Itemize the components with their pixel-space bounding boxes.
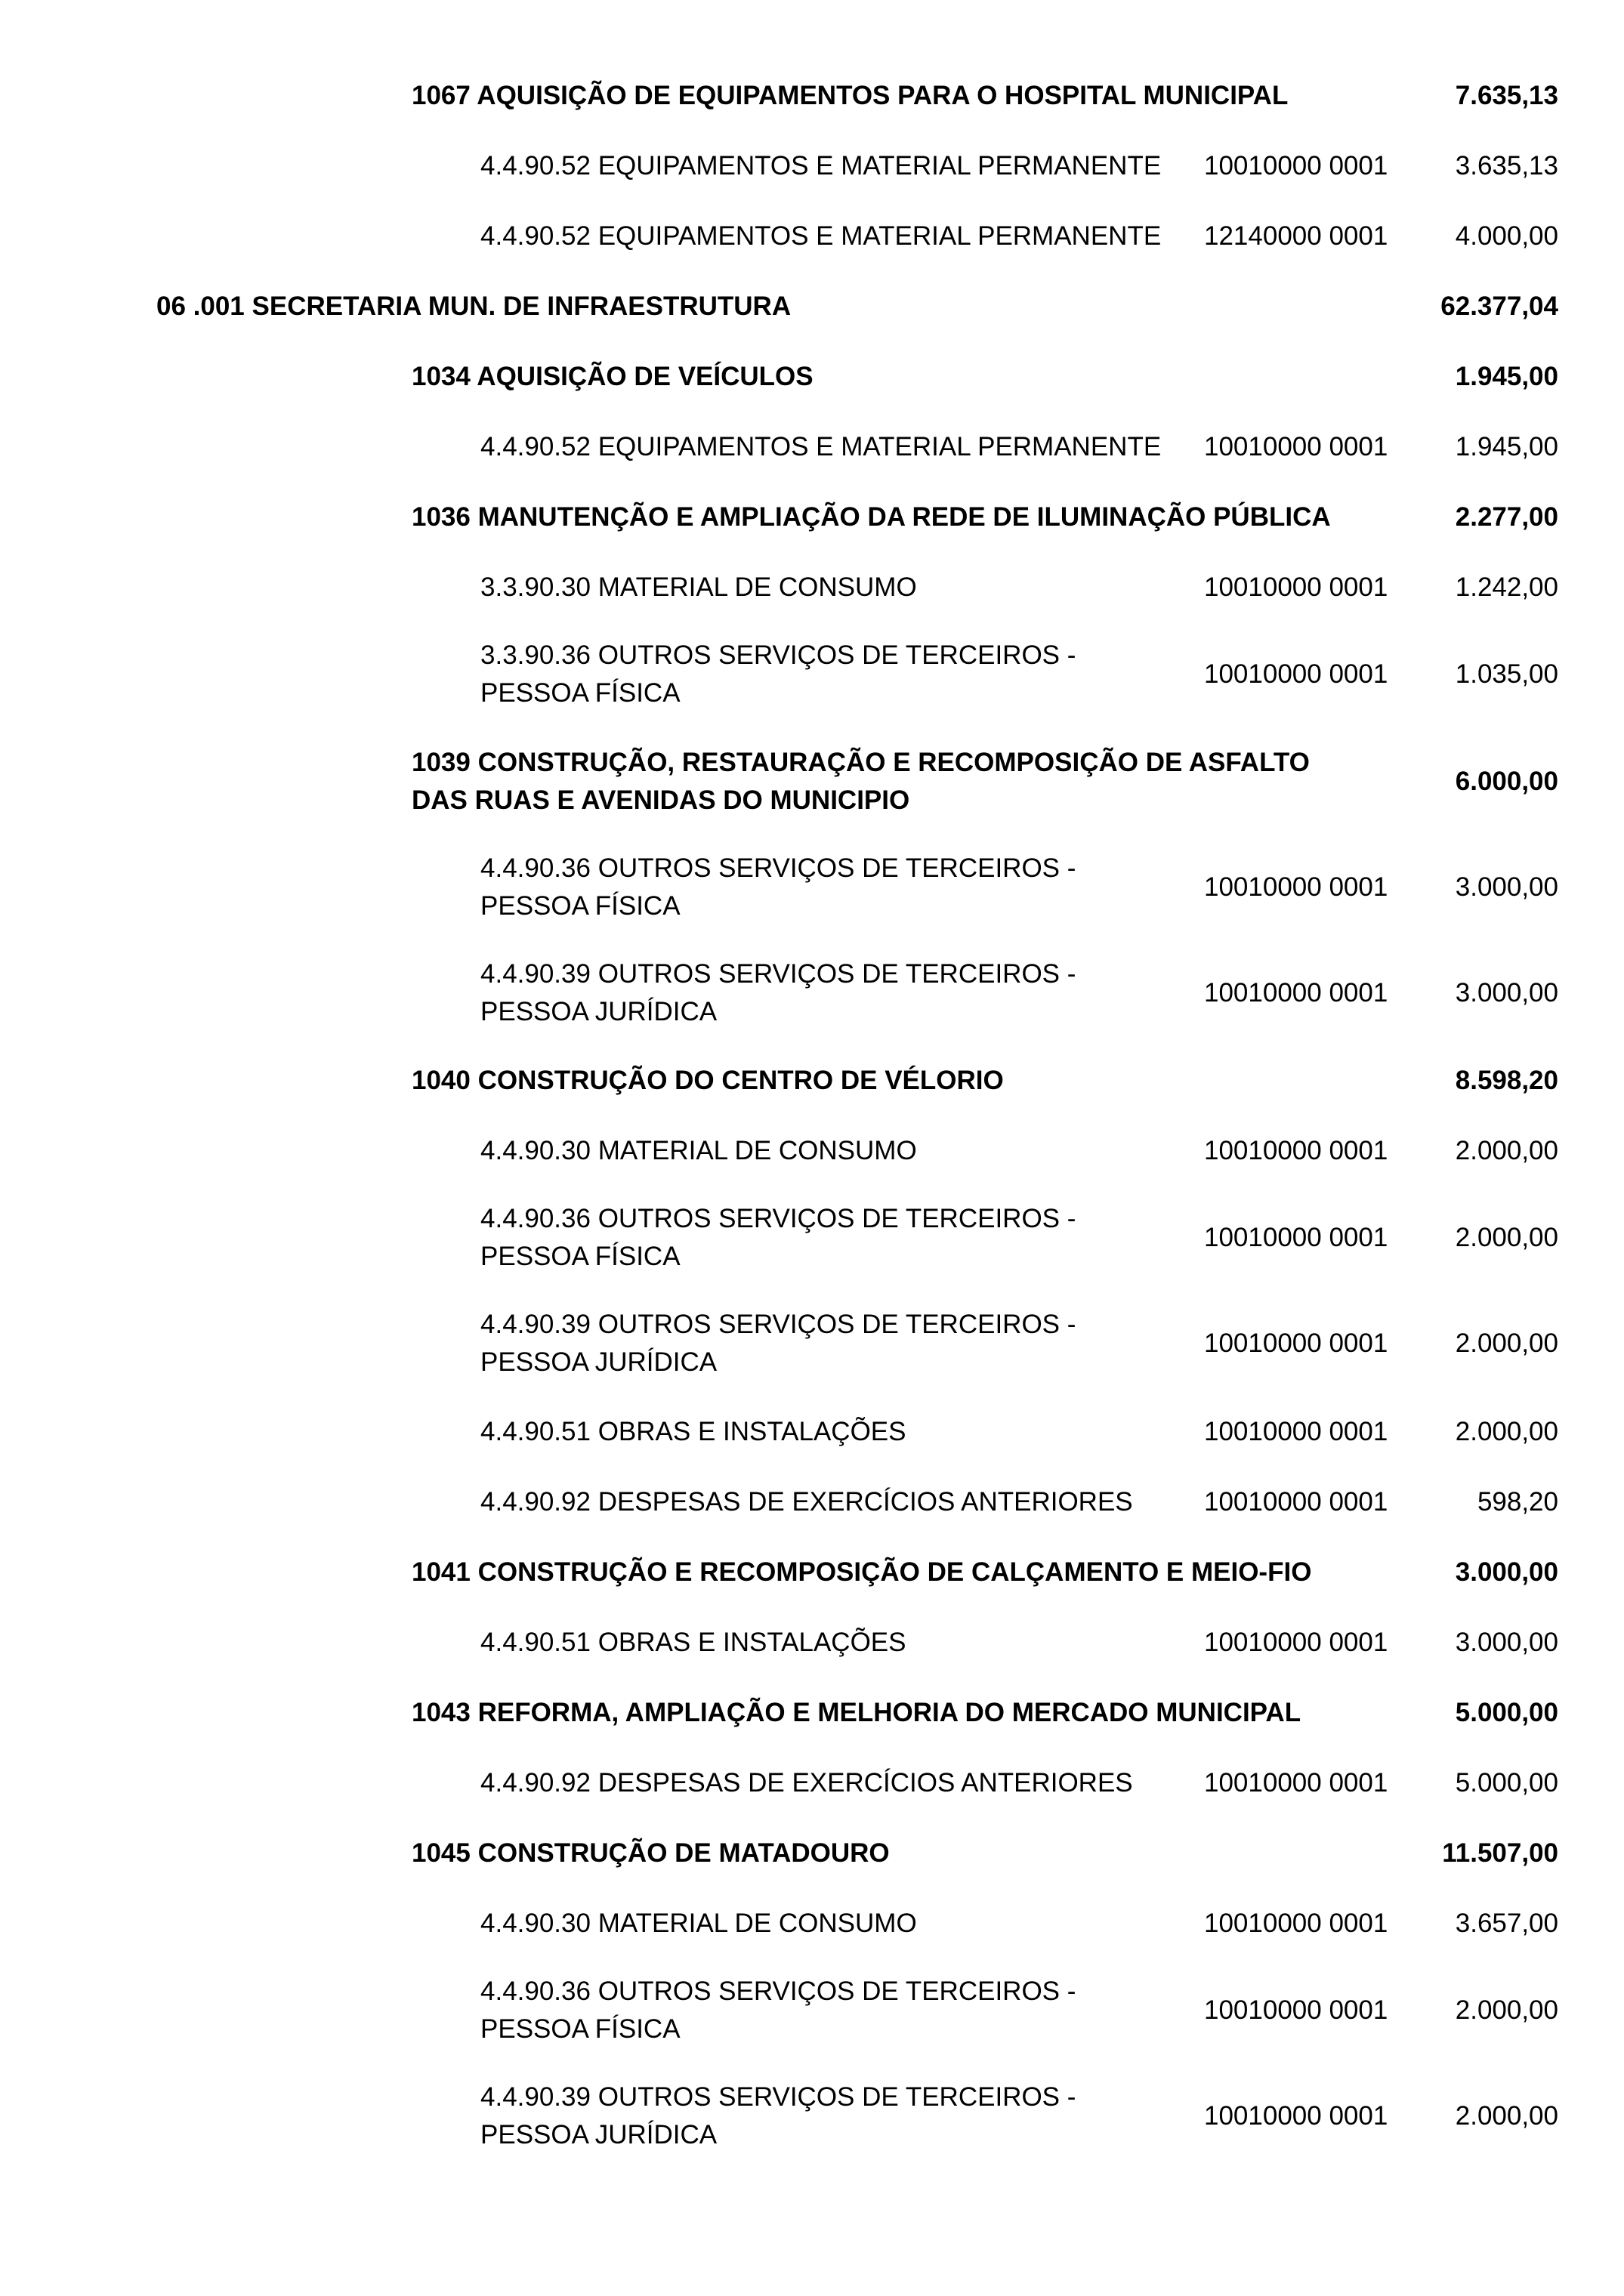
resource-source: 10010000 0001 [1204, 1628, 1388, 1657]
action-title: 1041 CONSTRUÇÃO E RECOMPOSIÇÃO DE CALÇAMENTO E MEIO-FIO [412, 1557, 1312, 1587]
resource-source: 10010000 0001 [1204, 572, 1388, 602]
resource-source: 10010000 0001 [1204, 2101, 1388, 2131]
action-amount: 3.000,00 [1455, 1557, 1558, 1587]
department-amount: 62.377,04 [1440, 292, 1558, 321]
action-title: 1036 MANUTENÇÃO E AMPLIAÇÃO DA REDE DE ILUMINAÇÃO PÚBLICA [412, 502, 1331, 532]
resource-source: 10010000 0001 [1204, 978, 1388, 1008]
expense-item-line-2: PESSOA FÍSICA [480, 891, 681, 921]
expense-amount: 2.000,00 [1455, 1417, 1558, 1446]
expense-item-line-2: PESSOA JURÍDICA [480, 997, 718, 1026]
resource-source: 10010000 0001 [1204, 1995, 1388, 2025]
expense-amount: 2.000,00 [1455, 1329, 1558, 1358]
expense-amount: 3.657,00 [1455, 1909, 1558, 1938]
resource-source: 10010000 0001 [1204, 432, 1388, 461]
resource-source: 10010000 0001 [1204, 872, 1388, 902]
expense-item-title: 4.4.90.30 MATERIAL DE CONSUMO [480, 1909, 917, 1938]
expense-item-title: 4.4.90.52 EQUIPAMENTOS E MATERIAL PERMANENTE [480, 432, 1162, 461]
expense-item-title [480, 1306, 1206, 1381]
expense-item-title [480, 637, 1206, 712]
expense-amount: 2.000,00 [1455, 2101, 1558, 2131]
expense-amount: 2.000,00 [1455, 1136, 1558, 1165]
expense-item-title: 4.4.90.51 OBRAS E INSTALAÇÕES [480, 1628, 906, 1657]
action-amount: 11.507,00 [1442, 1838, 1558, 1868]
action-title: 1045 CONSTRUÇÃO DE MATADOURO [412, 1838, 890, 1868]
department-title: 06 .001 SECRETARIA MUN. DE INFRAESTRUTURA [156, 292, 792, 321]
resource-source: 10010000 0001 [1204, 151, 1388, 181]
expense-item-line-2: PESSOA FÍSICA [480, 678, 681, 708]
resource-source: 10010000 0001 [1204, 1417, 1388, 1446]
expense-item-title [480, 955, 1206, 1031]
expense-item-title [480, 850, 1206, 925]
resource-source: 10010000 0001 [1204, 1487, 1388, 1517]
expense-item-title: 4.4.90.30 MATERIAL DE CONSUMO [480, 1136, 917, 1165]
expense-amount: 2.000,00 [1455, 1995, 1558, 2025]
action-title [412, 744, 1424, 819]
expense-item-line-1: 4.4.90.39 OUTROS SERVIÇOS DE TERCEIROS - [480, 2082, 1076, 2112]
expense-amount: 3.000,00 [1455, 1628, 1558, 1657]
expense-amount: 1.945,00 [1455, 432, 1558, 461]
expense-amount: 3.000,00 [1455, 978, 1558, 1008]
expense-amount: 1.035,00 [1455, 659, 1558, 689]
action-amount: 2.277,00 [1455, 502, 1558, 532]
expense-item-line-2: PESSOA FÍSICA [480, 2014, 681, 2044]
expense-item-title: 4.4.90.52 EQUIPAMENTOS E MATERIAL PERMANENTE [480, 151, 1162, 181]
expense-item-title: 4.4.90.92 DESPESAS DE EXERCÍCIOS ANTERIORES [480, 1487, 1133, 1517]
expense-item-line-1: 4.4.90.36 OUTROS SERVIÇOS DE TERCEIROS - [480, 1204, 1076, 1233]
expense-item-line-2: PESSOA JURÍDICA [480, 1347, 718, 1377]
action-title: 1043 REFORMA, AMPLIAÇÃO E MELHORIA DO MERCADO MUNICIPAL [412, 1698, 1301, 1727]
action-amount: 6.000,00 [1455, 767, 1558, 796]
action-title: 1034 AQUISIÇÃO DE VEÍCULOS [412, 362, 814, 391]
expense-item-line-1: 3.3.90.36 OUTROS SERVIÇOS DE TERCEIROS - [480, 640, 1076, 670]
expense-item-title: 3.3.90.30 MATERIAL DE CONSUMO [480, 572, 917, 602]
expense-item-line-1: 4.4.90.39 OUTROS SERVIÇOS DE TERCEIROS - [480, 959, 1076, 989]
action-amount: 5.000,00 [1455, 1698, 1558, 1727]
expense-amount: 1.242,00 [1455, 572, 1558, 602]
expense-item-line-2: PESSOA JURÍDICA [480, 2120, 718, 2149]
expense-item-line-2: PESSOA FÍSICA [480, 1242, 681, 1271]
resource-source: 10010000 0001 [1204, 1909, 1388, 1938]
expense-item-title [480, 2078, 1206, 2154]
action-amount: 1.945,00 [1455, 362, 1558, 391]
action-amount: 7.635,13 [1455, 81, 1558, 110]
action-title: 1040 CONSTRUÇÃO DO CENTRO DE VÉLORIO [412, 1066, 1004, 1095]
expense-amount: 3.000,00 [1455, 872, 1558, 902]
resource-source: 10010000 0001 [1204, 1768, 1388, 1798]
expense-amount: 4.000,00 [1455, 221, 1558, 251]
expense-item-title: 4.4.90.51 OBRAS E INSTALAÇÕES [480, 1417, 906, 1446]
resource-source: 12140000 0001 [1204, 221, 1388, 251]
action-amount: 8.598,20 [1455, 1066, 1558, 1095]
expense-item-title: 4.4.90.52 EQUIPAMENTOS E MATERIAL PERMANENTE [480, 221, 1162, 251]
resource-source: 10010000 0001 [1204, 1223, 1388, 1252]
expense-item-title [480, 1200, 1206, 1276]
resource-source: 10010000 0001 [1204, 659, 1388, 689]
action-title: 1067 AQUISIÇÃO DE EQUIPAMENTOS PARA O HOSPITAL MUNICIPAL [412, 81, 1289, 110]
resource-source: 10010000 0001 [1204, 1329, 1388, 1358]
expense-item-title: 4.4.90.92 DESPESAS DE EXERCÍCIOS ANTERIORES [480, 1768, 1133, 1798]
expense-amount: 3.635,13 [1455, 151, 1558, 181]
action-title-line-1: 1039 CONSTRUÇÃO, RESTAURAÇÃO E RECOMPOSIÇÃO DE ASFALTO [412, 748, 1310, 777]
expense-amount: 5.000,00 [1455, 1768, 1558, 1798]
expense-amount: 2.000,00 [1455, 1223, 1558, 1252]
expense-item-line-1: 4.4.90.39 OUTROS SERVIÇOS DE TERCEIROS - [480, 1310, 1076, 1339]
expense-item-line-1: 4.4.90.36 OUTROS SERVIÇOS DE TERCEIROS - [480, 853, 1076, 883]
expense-item-title [480, 1973, 1206, 2048]
expense-item-line-1: 4.4.90.36 OUTROS SERVIÇOS DE TERCEIROS - [480, 1977, 1076, 2006]
action-title-line-2: DAS RUAS E AVENIDAS DO MUNICIPIO [412, 785, 910, 815]
expense-amount: 598,20 [1477, 1487, 1558, 1517]
resource-source: 10010000 0001 [1204, 1136, 1388, 1165]
